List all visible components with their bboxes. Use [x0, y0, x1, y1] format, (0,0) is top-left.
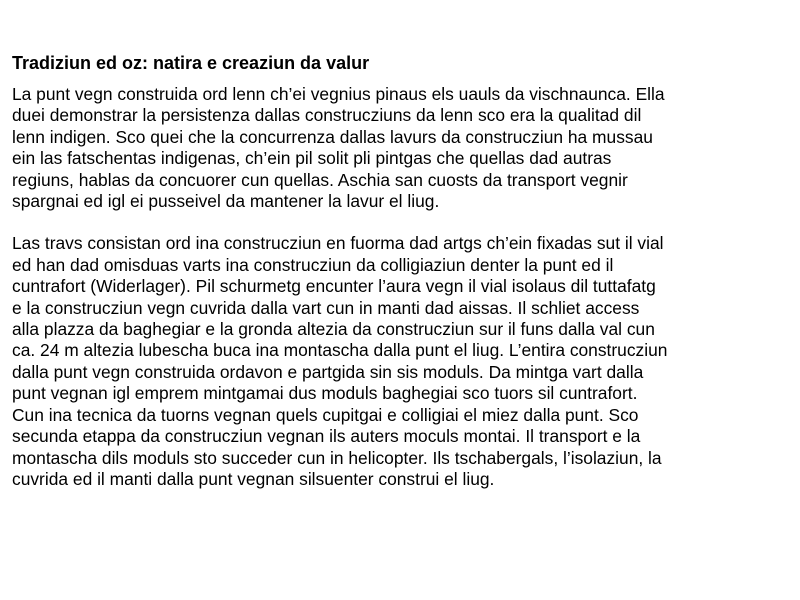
paragraph-line: alla plazza da baghegiar e la gronda altezia da construcziun sur il funs dalla val cun	[12, 319, 655, 340]
paragraph-line: lenn indigen. Sco quei che la concurrenza dallas lavurs da construcziun ha mussau	[12, 126, 653, 147]
paragraph-2	[12, 233, 792, 490]
paragraph-line: ein las fatschentas indigenas, ch’ein pil solit pli pintgas che quellas dad autras	[12, 148, 612, 169]
paragraph-line: secunda etappa da construcziun vegnan ils auters moculs montai. Il transport e la	[12, 426, 641, 447]
paragraph-line: punt vegnan igl emprem mintgamai dus moduls baghegiai sco tuors sil cuntrafort.	[12, 383, 638, 404]
document-title: Tradiziun ed oz: natira e creaziun da valur	[12, 53, 370, 73]
paragraph-1	[12, 84, 792, 212]
paragraph-line: montascha dils moduls sto succeder cun in helicopter. Ils tschabergals, l’isolaziun, la	[12, 447, 662, 468]
paragraph-line: dalla punt vegn construida ordavon e partgida sin sis moduls. Da mintga vart dalla	[12, 361, 644, 382]
paragraph-line: Las travs consistan ord ina construcziun en fuorma dad artgs ch’ein fixadas sut il vial	[12, 233, 664, 254]
paragraph-line: regiuns, hablas da concuorer cun quellas. Aschia san cuosts da transport vegnir	[12, 169, 628, 190]
paragraph-line: duei demonstrar la persistenza dallas construcziuns da lenn sco era la qualitad dil	[12, 105, 642, 126]
paragraph-line: cuntrafort (Widerlager). Pil schurmetg encunter l’aura vegn il vial isolaus dil tuttafatg	[12, 276, 656, 297]
paragraph-line: ca. 24 m altezia lubescha buca ina montascha dalla punt el liug. L’entira construcziun	[12, 340, 668, 361]
paragraph-line: La punt vegn construida ord lenn ch’ei vegnius pinaus els uauls da vischnaunca. Ella	[12, 84, 665, 104]
document-page	[12, 52, 792, 490]
paragraph-line: Cun ina tecnica da tuorns vegnan quels cupitgai e colligiai el miez dalla punt. Sco	[12, 404, 639, 425]
paragraph-line: ed han dad omisduas varts ina construcziun da colligiaziun denter la punt ed il	[12, 254, 614, 275]
paragraph-line: cuvrida ed il manti dalla punt vegnan silsuenter construi el liug.	[12, 468, 495, 489]
paragraph-line: e la construcziun vegn cuvrida dalla vart cun in manti dad aissas. Il schliet access	[12, 297, 640, 318]
paragraph-line: spargnai ed igl ei pusseivel da mantener la lavur el liug.	[12, 191, 440, 212]
